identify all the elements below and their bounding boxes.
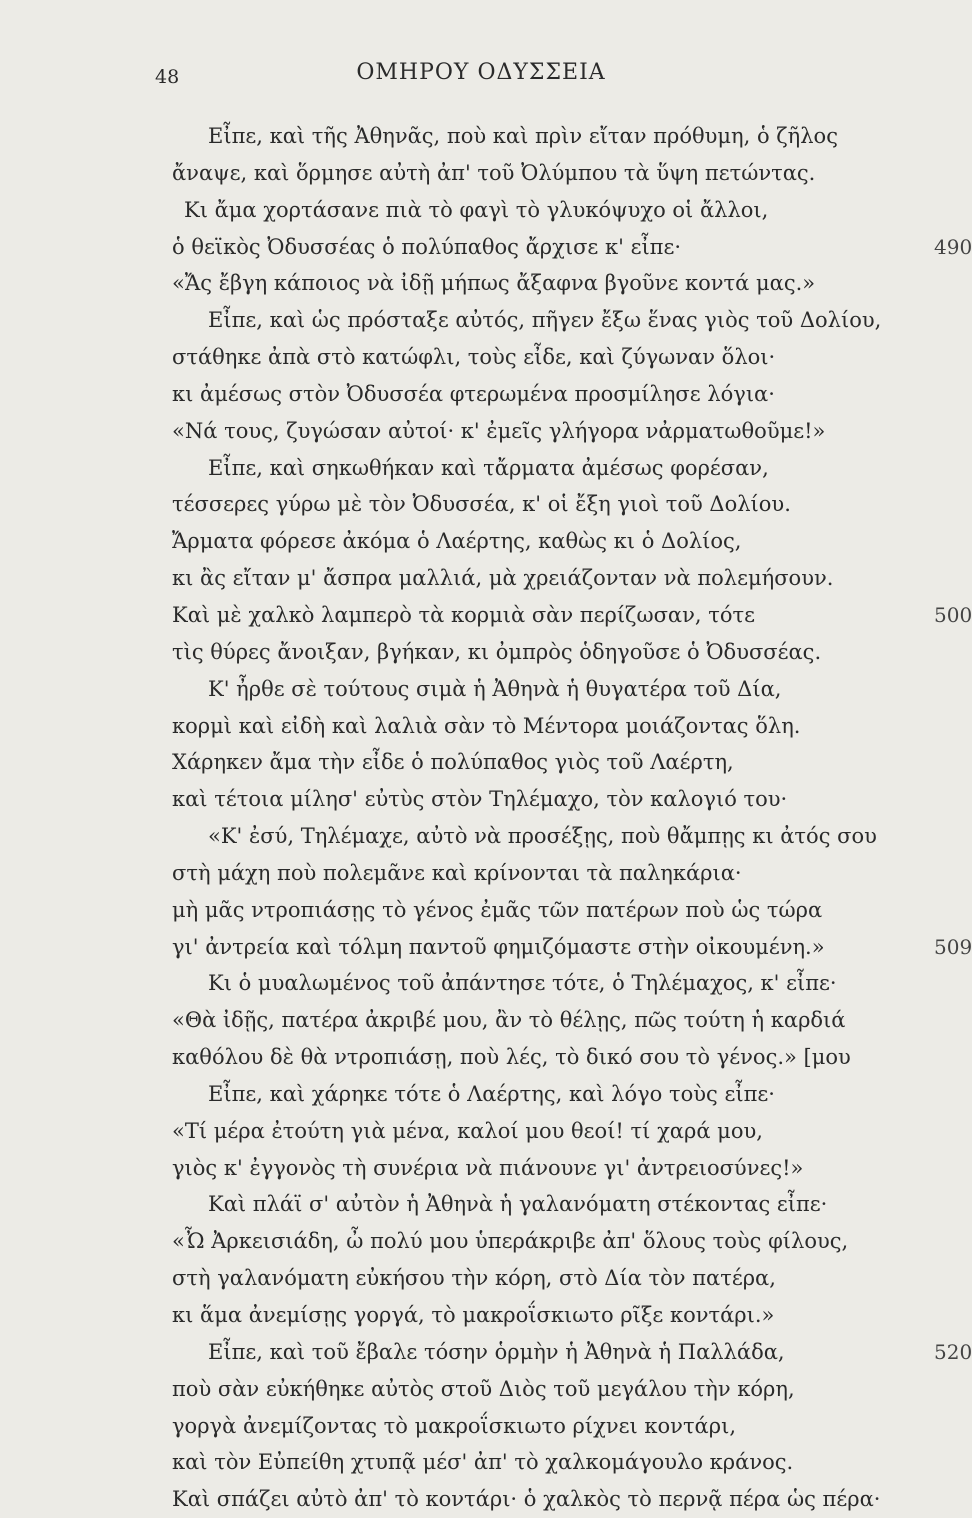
verse-line bbox=[172, 818, 932, 855]
verse-text: κι ἂς εἴταν μ' ἄσπρα μαλλιά, μὰ χρειάζονταν νὰ πολεμήσουν. bbox=[172, 566, 834, 591]
verse-line bbox=[172, 229, 972, 266]
verse-text: «Τί μέρα ἐτούτη γιὰ μένα, καλοί μου θεοί! τί χαρά μου, bbox=[172, 1118, 763, 1143]
verse-text: Εἶπε, καὶ ὡς πρόσταξε αὐτός, πῆγεν ἔξω ἕνας γιὸς τοῦ Δολίου, bbox=[208, 308, 882, 333]
verse-text: Εἶπε, καὶ χάρηκε τότε ὁ Λαέρτης, καὶ λόγο τοὺς εἶπε· bbox=[208, 1081, 775, 1106]
page-number: 48 bbox=[155, 66, 180, 88]
verse-block bbox=[172, 118, 972, 1518]
verse-text: «Ὦ Ἀρκεισιάδη, ὦ πολύ μου ὑπεράκριβε ἀπ' ὅλους τοὺς φίλους, bbox=[172, 1229, 849, 1254]
verse-line bbox=[172, 671, 932, 708]
verse-line bbox=[172, 450, 932, 487]
verse-line bbox=[172, 1186, 932, 1223]
verse-line bbox=[172, 965, 932, 1002]
verse-text: κι ἅμα ἀνεμίσῃς γοργά, τὸ μακροΐσκιωτο ρῖξε κοντάρι.» bbox=[172, 1303, 775, 1327]
verse-line bbox=[172, 1113, 932, 1150]
verse-text: Εἶπε, καὶ σηκωθήκαν καὶ τἄρματα ἀμέσως φορέσαν, bbox=[208, 455, 769, 480]
verse-text: Ἄρματα φόρεσε ἀκόμα ὁ Λαέρτης, καθὼς κι ὁ Δολίος, bbox=[172, 529, 742, 554]
verse-text: Καὶ πλάϊ σ' αὐτὸν ἡ Ἀθηνὰ ἡ γαλανόματη στέκοντας εἶπε· bbox=[208, 1192, 828, 1217]
verse-text: «Θὰ ἰδῇς, πατέρα ἀκριβέ μου, ἂν τὸ θέλῃς, πῶς τούτη ἡ καρδιά bbox=[172, 1008, 846, 1033]
verse-text: «Κ' ἐσύ, Τηλέμαχε, αὐτὸ νὰ προσέξῃς, ποὺ θἄμπῃς κι ἀτός σου bbox=[208, 824, 877, 849]
verse-line bbox=[172, 1334, 972, 1371]
verse-text: Εἶπε, καὶ τοῦ ἔβαλε τόσην ὁρμὴν ἡ Ἀθηνὰ ἡ Παλλάδα, bbox=[208, 1339, 785, 1364]
verse-text: καθόλου δὲ θὰ ντροπιάσῃ, ποὺ λές, τὸ δικό σου τὸ γένος.» [μου bbox=[172, 1045, 851, 1070]
verse-line bbox=[172, 892, 932, 929]
verse-line bbox=[172, 560, 932, 597]
verse-line bbox=[172, 118, 932, 155]
line-number: 520 bbox=[934, 1339, 972, 1364]
verse-text: τὶς θύρες ἄνοιξαν, βγήκαν, κι ὀμπρὸς ὁδηγοῦσε ὁ Ὀδυσσέας. bbox=[172, 639, 822, 664]
verse-line bbox=[172, 1150, 932, 1187]
verse-text: Καὶ μὲ χαλκὸ λαμπερὸ τὰ κορμιὰ σὰν περίζωσαν, τότε bbox=[172, 602, 755, 627]
verse-line bbox=[172, 376, 932, 413]
verse-line bbox=[172, 523, 932, 560]
verse-text: τέσσερες γύρω μὲ τὸν Ὀδυσσέα, κ' οἱ ἔξη γιοὶ τοῦ Δολίου. bbox=[172, 492, 791, 517]
line-number: 500 bbox=[934, 602, 972, 627]
verse-text: γοργὰ ἀνεμίζοντας τὸ μακροΐσκιωτο ρίχνει κοντάρι, bbox=[172, 1413, 736, 1438]
verse-line bbox=[172, 1371, 932, 1408]
verse-line bbox=[172, 1408, 932, 1445]
verse-text: «Ἄς ἔβγη κάποιος νὰ ἰδῇ μήπως ἄξαφνα βγοῦνε κοντά μας.» bbox=[172, 271, 816, 296]
verse-text: γι' ἀντρεία καὶ τόλμη παντοῦ φημιζόμαστε στὴν οἰκουμένη.» bbox=[172, 934, 825, 959]
verse-line bbox=[172, 1260, 932, 1297]
verse-text: κορμὶ καὶ εἰδὴ καὶ λαλιὰ σὰν τὸ Μέντορα μοιάζοντας ὅλη. bbox=[172, 713, 801, 738]
verse-text: στάθηκε ἀπὰ στὸ κατώφλι, τοὺς εἶδε, καὶ ζύγωναν ὅλοι· bbox=[172, 345, 776, 370]
verse-line bbox=[172, 781, 932, 818]
verse-line bbox=[172, 192, 932, 229]
verse-text: ὁ θεϊκὸς Ὀδυσσέας ὁ πολύπαθος ἄρχισε κ' εἶπε· bbox=[172, 234, 682, 259]
verse-line bbox=[172, 855, 932, 892]
line-number: 490 bbox=[934, 234, 972, 259]
verse-text: «Νά τους, ζυγώσαν αὐτοί· κ' ἐμεῖς γλήγορα νἀρματωθοῦμε!» bbox=[172, 418, 826, 443]
verse-line bbox=[172, 1039, 932, 1076]
verse-line bbox=[172, 744, 932, 781]
running-title: ΟΜΗΡΟΥ ΟΔΥΣΣΕΙΑ bbox=[356, 60, 606, 85]
verse-line bbox=[172, 265, 932, 302]
verse-text: ποὺ σὰν εὐκήθηκε αὐτὸς στοῦ Διὸς τοῦ μεγάλου τὴν κόρη, bbox=[172, 1376, 795, 1401]
verse-text: στὴ γαλανόματη εὐκήσου τὴν κόρη, στὸ Δία τὸν πατέρα, bbox=[172, 1266, 776, 1291]
verse-line bbox=[172, 1223, 932, 1260]
verse-line bbox=[172, 597, 972, 634]
verse-line bbox=[172, 155, 932, 192]
verse-line bbox=[172, 708, 932, 745]
verse-text: Κι ὁ μυαλωμένος τοῦ ἀπάντησε τότε, ὁ Τηλέμαχος, κ' εἶπε· bbox=[208, 971, 837, 996]
verse-line bbox=[172, 486, 932, 523]
verse-text: κι ἀμέσως στὸν Ὀδυσσέα φτερωμένα προσμίλησε λόγια· bbox=[172, 381, 775, 406]
verse-line bbox=[172, 1076, 932, 1113]
verse-text: καὶ τέτοια μίλησ' εὐτὺς στὸν Τηλέμαχο, τὸν καλογιό του· bbox=[172, 787, 788, 812]
verse-text: Χάρηκεν ἄμα τὴν εἶδε ὁ πολύπαθος γιὸς τοῦ Λαέρτη, bbox=[172, 750, 734, 775]
verse-line bbox=[172, 634, 932, 671]
verse-line bbox=[172, 302, 932, 339]
line-number: 509 bbox=[934, 934, 972, 959]
verse-line bbox=[172, 339, 932, 376]
verse-text: Καὶ σπάζει αὐτὸ ἀπ' τὸ κοντάρι· ὁ χαλκὸς τὸ περνᾷ πέρα ὡς πέρα· bbox=[172, 1487, 881, 1512]
verse-line bbox=[172, 929, 972, 966]
verse-text: καὶ τὸν Εὐπείθη χτυπᾷ μέσ' ἀπ' τὸ χαλκομάγουλο κράνος. bbox=[172, 1450, 794, 1475]
verse-text: ἄναψε, καὶ ὅρμησε αὐτὴ ἀπ' τοῦ Ὀλύμπου τὰ ὕψη πετώντας. bbox=[172, 160, 816, 185]
verse-line bbox=[172, 1444, 932, 1481]
verse-text: Εἶπε, καὶ τῆς Ἀθηνᾶς, ποὺ καὶ πρὶν εἴταν πρόθυμη, ὁ ζῆλος bbox=[208, 124, 838, 148]
verse-text: Κ' ἦρθε σὲ τούτους σιμὰ ἡ Ἀθηνὰ ἡ θυγατέρα τοῦ Δία, bbox=[208, 676, 782, 701]
verse-text: στὴ μάχη ποὺ πολεμᾶνε καὶ κρίνονται τὰ παληκάρια· bbox=[172, 860, 742, 885]
verse-line bbox=[172, 413, 932, 450]
verse-line bbox=[172, 1481, 932, 1518]
verse-text: γιὸς κ' ἐγγονὸς τὴ συνέρια νὰ πιάνουνε γι' ἀντρειοσύνες!» bbox=[172, 1155, 804, 1180]
verse-text: μὴ μᾶς ντροπιάσῃς τὸ γένος ἐμᾶς τῶν πατέρων ποὺ ὡς τώρα bbox=[172, 897, 823, 922]
verse-line bbox=[172, 1002, 932, 1039]
verse-text: Κι ἄμα χορτάσανε πιὰ τὸ φαγὶ τὸ γλυκόψυχο οἱ ἄλλοι, bbox=[184, 197, 769, 222]
verse-line bbox=[172, 1297, 932, 1334]
